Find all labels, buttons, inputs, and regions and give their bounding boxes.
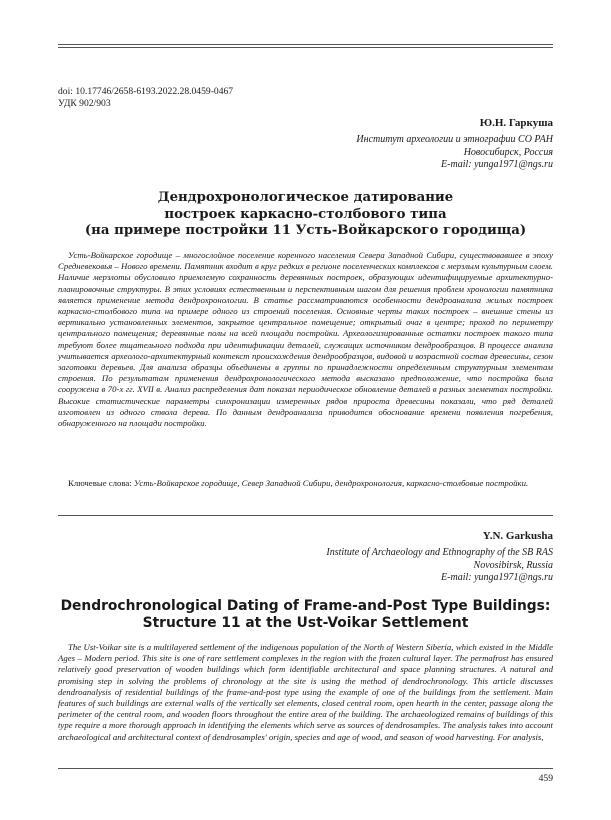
author-block-en [326, 529, 553, 585]
title-line: построек каркасно-столбового типа [164, 206, 447, 222]
doi: doi: 10.17746/2658-6193.2022.28.0459-0467 [58, 86, 234, 97]
abstract-ru: Усть-Войкарское городище – многослойное поселение коренного населения Севера Западной Сибири, существовавшее в эпоху Средневековья – Нового времени. Памятник входит в круг редких в регионе поселенческих комплексов с мерзлым культурным слоем. Наличие мерзлоты обусловило приемлемую сохранность деревянных построек, образующих идентифицируемые архитектурно-планировочные структуры. В этих условиях естественным и перспективным шагом для решения проблем хронологии памятника является применение метода дендрохронологии. В статье рассматриваются особенности дендроанализа жилых построек каркасно-столбового типа на примере одного из строений поселения. Основные черты таких построек – внешние стены из вертикально установленных элементов, закрытое центральное помещение; открытый очаг в центре; проход по периметру центрального помещения; деревянные полы на всей площади постройки. Археологизированные остатки построек такого типа требуют более тщательного подхода при идентификации деталей, служащих источником дендрообразцов. В процессе анализа учитывается археолого-архитектурный контекст происхождения дендрообразцов, видовой и возрастной состав древесины, сезон заготовки деревьев. Для анализа образцы объединены в группы по принадлежности определенным структурным элементам строения. По результатам применения дендрохронологического метода высказано предположение, что постройка была сооружена в 70-х гг. XVII в. Анализ распределения дат показал периодическое обновление деталей в разных элементах постройки. Высокие статистические параметры синхронизации измеренных рядов прироста древесины показали, что ряд деталей изготовлен из одного ствола дерева. По данным дендроанализа приводится обоснование времени появления погребения, обнаруженного на площади постройки. [58, 250, 553, 429]
header-rule-secondary [58, 47, 553, 48]
article-meta [58, 86, 233, 110]
author-block-ru [356, 116, 553, 172]
city-en: Novosibirsk, Russia [473, 559, 553, 571]
keywords-label: Ключевые слова: [68, 478, 134, 488]
email-ru: E-mail: yunga1971@ngs.ru [441, 159, 553, 170]
author-name-ru: Ю.Н. Гаркуша [479, 117, 553, 129]
article-title-en [58, 598, 553, 632]
institution-ru: Институт археологии и этнографии СО РАН [356, 134, 553, 145]
keywords-ru [58, 478, 553, 489]
article-title-ru [58, 190, 553, 240]
email-en: E-mail: yunga1971@ngs.ru [441, 572, 553, 583]
section-rule [58, 515, 553, 516]
city-ru: Новосибирск, Россия [463, 146, 553, 158]
institution-en: Institute of Archaeology and Ethnography of the SB RAS [326, 547, 553, 558]
title-line: Structure 11 at the Ust-Voikar Settlement [142, 615, 469, 631]
abstract-en: The Ust-Voikar site is a multilayered settlement of the indigenous population of the North of Western Siberia, which existed in the Middle Ages – Modern period. This site is one of rare settlement complexes in the region with the frozen cultural layer. The permafrost has ensured relatively good preservation of wooden buildings which form identifiable architectural and space planning structures. A natural and promising step in solving the problems of chronology at the site is using the method of dendrochronology. This article discusses dendroanalysis of residential buildings of the frame-and-post type using the example of one of the buildings from the settlement. Main features of such buildings are external walls of the vertically set elements, closed central room, open hearth in the center, passage along the perimeter of the central room, and wooden floors throughout the entire area of the building. The archaeologized remains of buildings of this type require a more thorough approach in identifying the elements which serve as sources of dendrosamples. The analysis takes into account archaeological and architectural context of dendrosamples' origin, species and age of wood, and season of wood harvesting. For analysis, [58, 642, 553, 742]
footer-rule [58, 768, 553, 769]
page-number: 459 [538, 773, 553, 784]
udk: УДК 902/903 [58, 98, 111, 109]
header-rule [58, 44, 553, 45]
title-line: Дендрохронологическое датирование [157, 190, 454, 205]
title-line: (на примере постройки 11 Усть-Войкарского городища) [84, 223, 527, 238]
author-name-en: Y.N. Garkusha [482, 530, 553, 542]
title-line: Dendrochronological Dating of Frame-and-Post Type Buildings: [60, 598, 551, 614]
keywords-text: Усть-Войкарское городище, Север Западной Сибири, дендрохронология, каркасно-столбовые постройки. [133, 478, 529, 488]
